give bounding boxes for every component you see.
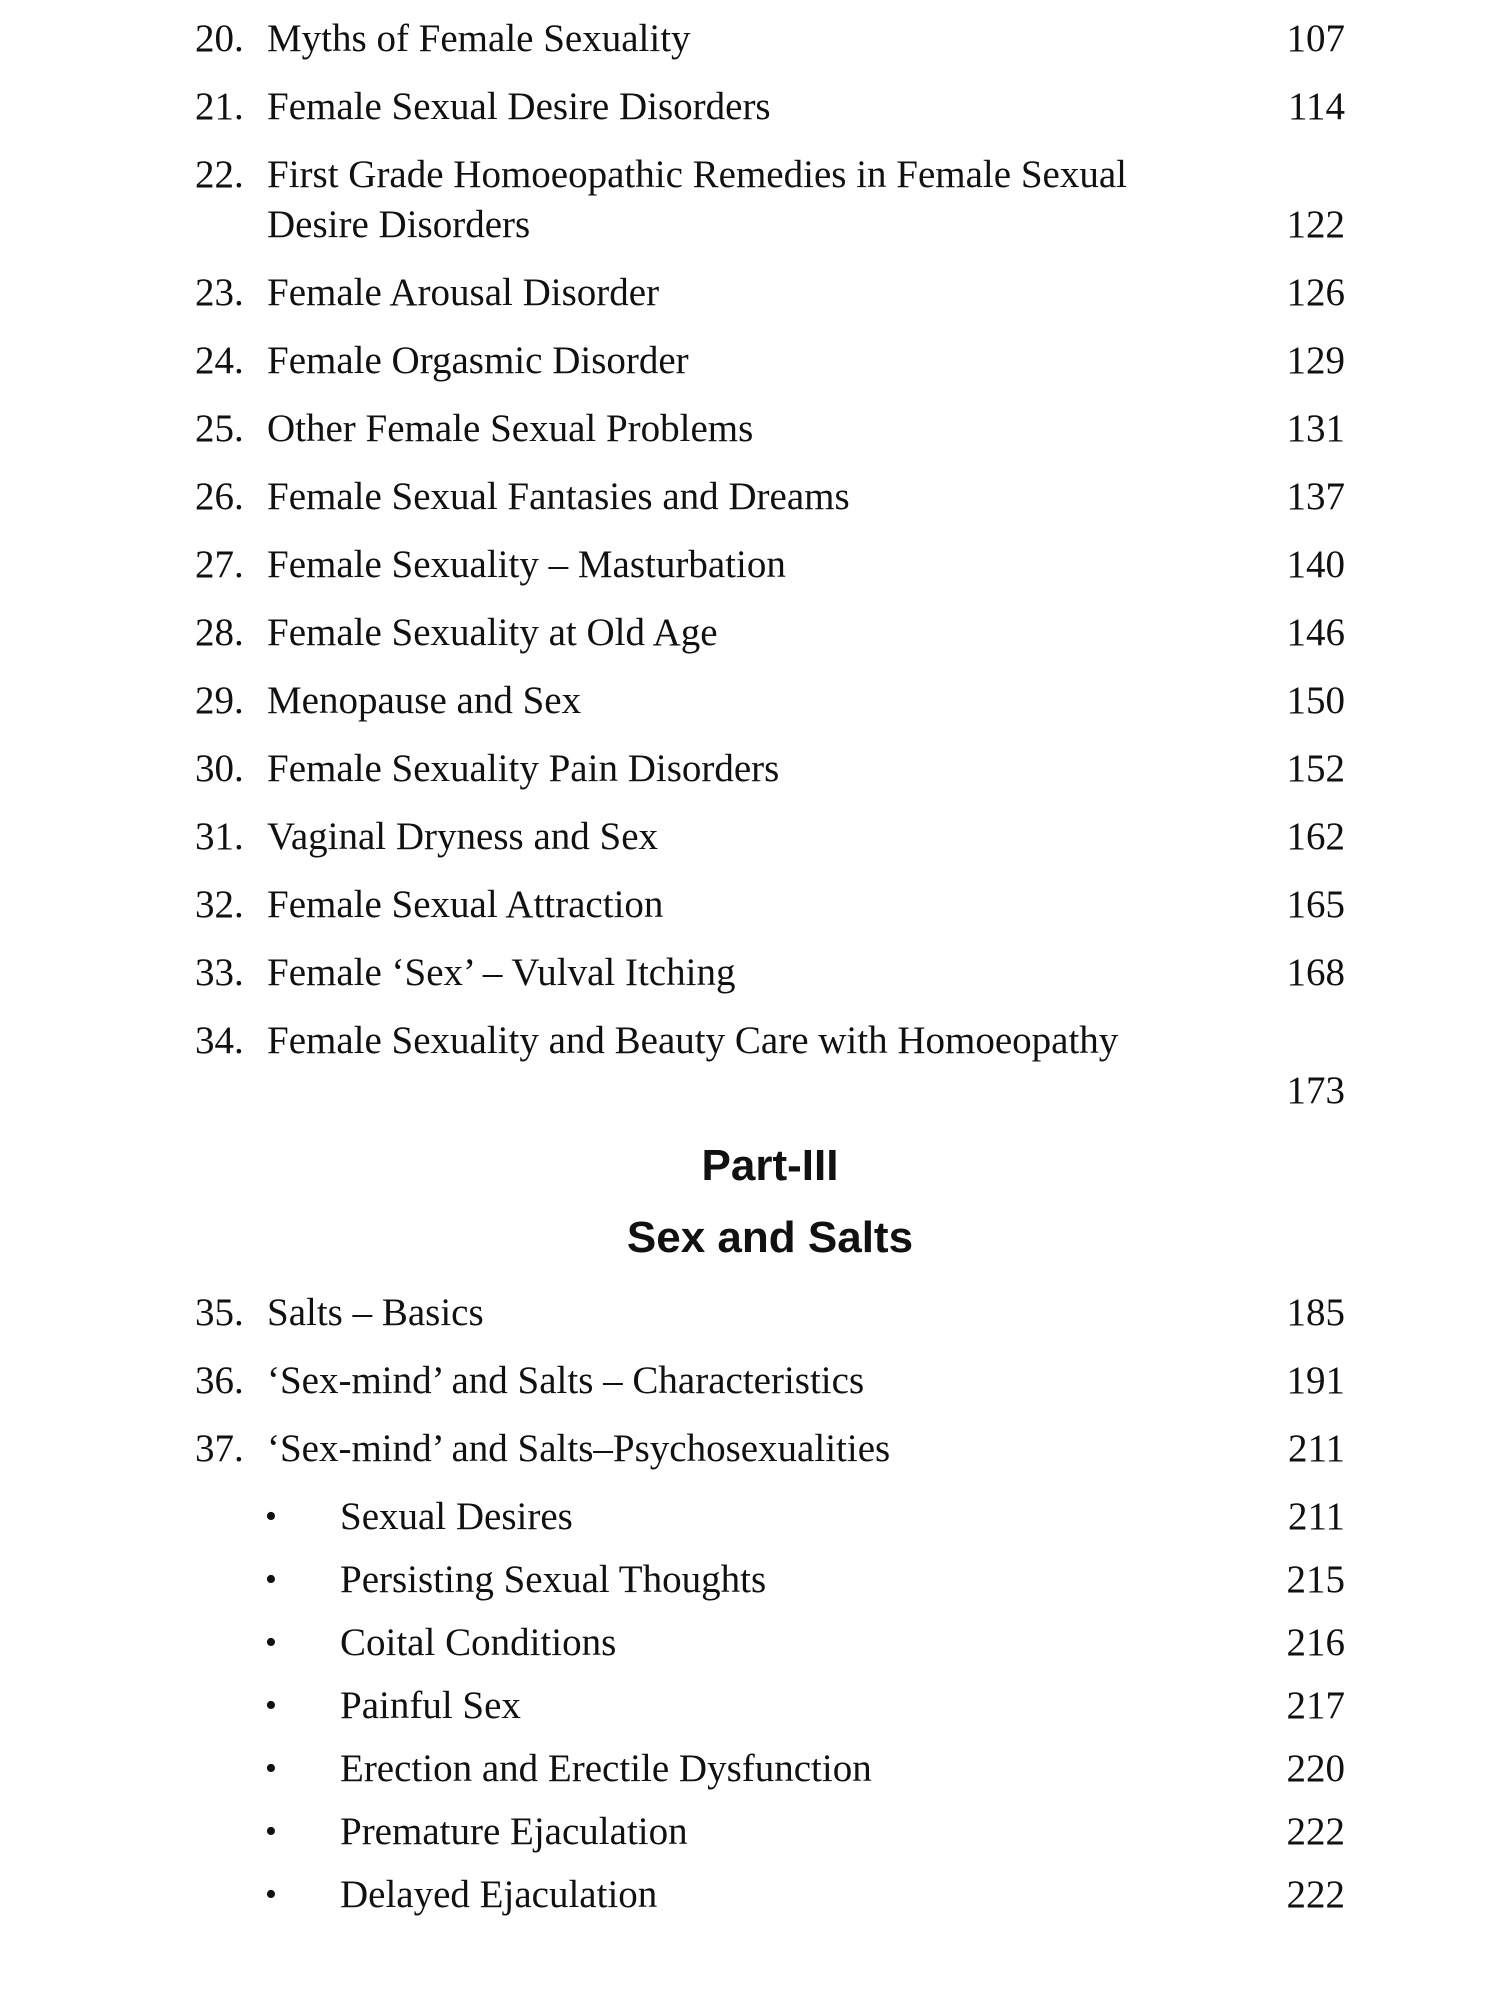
entry-number: 28.	[195, 611, 244, 654]
entry-page: 146	[1286, 611, 1345, 654]
entry-page: 137	[1286, 475, 1345, 518]
bullet-icon: •	[265, 1498, 277, 1535]
entry-title: ‘Sex-mind’ and Salts – Characteristics	[267, 1359, 865, 1402]
entry-page: 165	[1286, 883, 1345, 926]
entry-page: 126	[1286, 271, 1345, 314]
toc-entry	[195, 404, 1345, 454]
entry-title: Vaginal Dryness and Sex	[267, 815, 659, 858]
subentry-page: 222	[1286, 1873, 1345, 1916]
subentry-page: 215	[1286, 1558, 1345, 1601]
entry-title: First Grade Homoeopathic Remedies in Female Sexual Desire Disorders	[267, 153, 1127, 246]
subentry-title: Premature Ejaculation	[340, 1810, 688, 1853]
bullet-icon: •	[265, 1687, 277, 1724]
bullet-icon: •	[265, 1624, 277, 1661]
subentry-title: Sexual Desires	[340, 1495, 573, 1538]
toc-entry	[195, 1356, 1345, 1406]
entry-number: 25.	[195, 407, 244, 450]
entry-title: Female Sexual Attraction	[267, 883, 664, 926]
toc-subentry	[195, 1807, 1345, 1857]
entry-title: Female Orgasmic Disorder	[267, 339, 689, 382]
subentry-page: 222	[1286, 1810, 1345, 1853]
toc-subentry	[195, 1744, 1345, 1794]
toc-subentry	[195, 1618, 1345, 1668]
subentry-page: 216	[1286, 1621, 1345, 1664]
entry-title: Menopause and Sex	[267, 679, 582, 722]
entry-number: 32.	[195, 883, 244, 926]
subentry-title: Painful Sex	[340, 1684, 521, 1727]
bullet-icon: •	[265, 1750, 277, 1787]
toc-entry	[195, 1424, 1345, 1474]
entry-number: 26.	[195, 475, 244, 518]
entry-page: 114	[1287, 85, 1345, 128]
entry-page: 173	[1286, 1069, 1345, 1112]
subentry-title: Persisting Sexual Thoughts	[340, 1558, 767, 1601]
toc-subentry	[195, 1681, 1345, 1731]
entry-number: 33.	[195, 951, 244, 994]
subentry-title: Erection and Erectile Dysfunction	[340, 1747, 872, 1790]
subentry-title: Delayed Ejaculation	[340, 1873, 658, 1916]
subentry-page: 217	[1286, 1684, 1345, 1727]
entry-number: 29.	[195, 679, 244, 722]
toc-entry	[195, 812, 1345, 862]
entry-page: 162	[1286, 815, 1345, 858]
entry-page: 211	[1287, 1427, 1345, 1470]
entry-page: 131	[1286, 407, 1345, 450]
toc-entry	[195, 880, 1345, 930]
entry-title: Myths of Female Sexuality	[267, 17, 691, 60]
entry-number: 20.	[195, 17, 244, 60]
entry-number: 31.	[195, 815, 244, 858]
toc-subentry	[195, 1492, 1345, 1542]
subentry-page: 220	[1286, 1747, 1345, 1790]
toc-entry	[195, 472, 1345, 522]
entry-number: 22.	[195, 153, 244, 196]
entry-page: 122	[1286, 203, 1345, 246]
entry-page: 107	[1286, 17, 1345, 60]
bullet-icon: •	[265, 1876, 277, 1913]
entry-number: 24.	[195, 339, 244, 382]
toc-entry	[195, 150, 1345, 250]
entry-number: 34.	[195, 1019, 244, 1062]
entry-number: 37.	[195, 1427, 244, 1470]
toc-entry	[195, 14, 1345, 64]
toc-entry	[195, 336, 1345, 386]
entry-title: Female ‘Sex’ – Vulval Itching	[267, 951, 736, 994]
entry-title: Salts – Basics	[267, 1291, 484, 1334]
entry-title: Female Sexuality – Masturbation	[267, 543, 786, 586]
entry-title: Female Sexuality at Old Age	[267, 611, 718, 654]
toc-entry	[195, 744, 1345, 794]
entry-title: Female Sexual Desire Disorders	[267, 85, 771, 128]
entry-page: 140	[1286, 543, 1345, 586]
toc-entry	[195, 82, 1345, 132]
part-title: Sex and Salts	[626, 1213, 914, 1262]
toc-entry	[195, 1016, 1345, 1116]
toc-entry	[195, 1288, 1345, 1338]
toc-entry	[195, 676, 1345, 726]
entry-number: 23.	[195, 271, 244, 314]
subentry-page: 211	[1287, 1495, 1345, 1538]
bullet-icon: •	[265, 1561, 277, 1598]
toc-entry	[195, 948, 1345, 998]
entry-number: 27.	[195, 543, 244, 586]
part-label: Part-III	[701, 1141, 839, 1190]
entry-number: 21.	[195, 85, 244, 128]
entry-page: 150	[1286, 679, 1345, 722]
entry-title: Female Sexuality and Beauty Care with Homoeopathy	[267, 1019, 1119, 1062]
toc-entry	[195, 540, 1345, 590]
toc-entry	[195, 268, 1345, 318]
entry-title: Female Arousal Disorder	[267, 271, 660, 314]
toc-subentry	[195, 1555, 1345, 1605]
entry-page: 168	[1286, 951, 1345, 994]
toc-subentry	[195, 1870, 1345, 1920]
entry-number: 36.	[195, 1359, 244, 1402]
table-of-contents	[195, 14, 1345, 1933]
entry-page: 152	[1286, 747, 1345, 790]
entry-number: 35.	[195, 1291, 244, 1334]
entry-page: 191	[1286, 1359, 1345, 1402]
subentry-title: Coital Conditions	[340, 1621, 617, 1664]
toc-entry	[195, 608, 1345, 658]
bullet-icon: •	[265, 1813, 277, 1850]
entry-title: Other Female Sexual Problems	[267, 407, 754, 450]
entry-title: Female Sexual Fantasies and Dreams	[267, 475, 850, 518]
entry-title: Female Sexuality Pain Disorders	[267, 747, 780, 790]
entry-page: 185	[1286, 1291, 1345, 1334]
entry-title: ‘Sex-mind’ and Salts–Psychosexualities	[267, 1427, 891, 1470]
entry-page: 129	[1286, 339, 1345, 382]
entry-number: 30.	[195, 747, 244, 790]
